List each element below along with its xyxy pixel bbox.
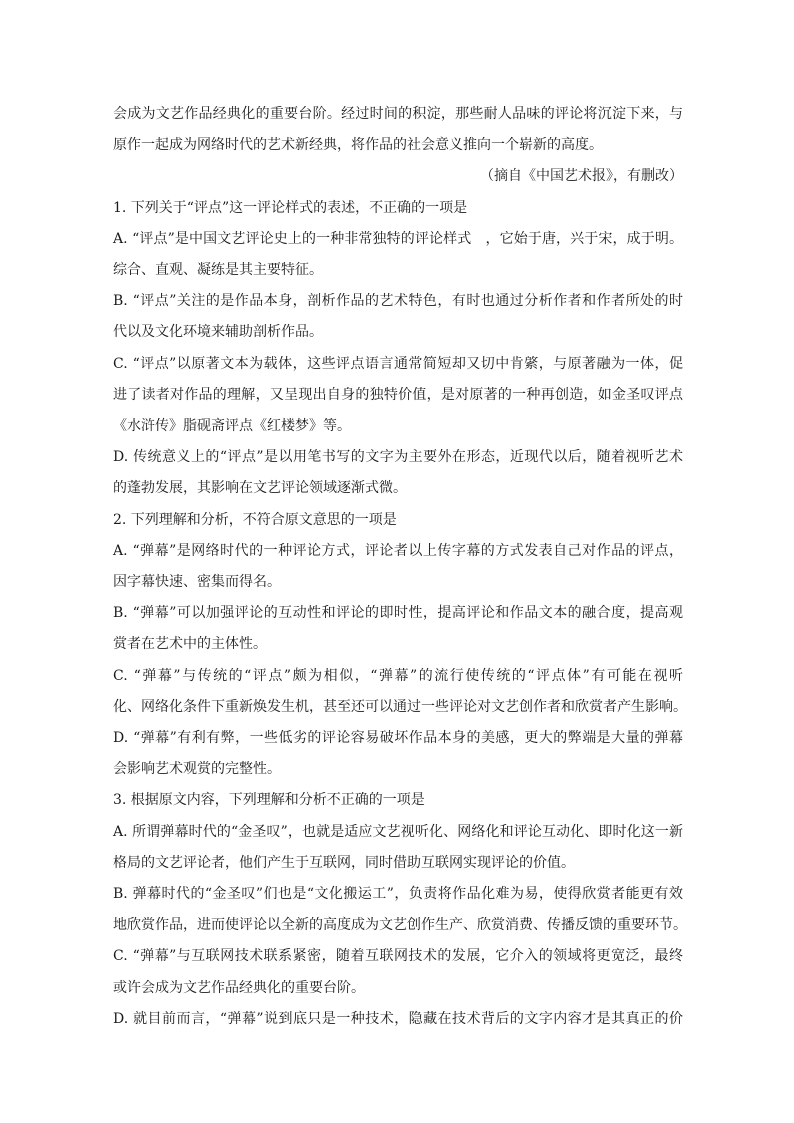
- option-text: 综合、直观、凝练是其主要特征。: [113, 262, 323, 278]
- option-text: 赏者在艺术中的主体性。: [113, 636, 267, 652]
- option-text: 或许会成为文艺作品经典化的重要台阶。: [113, 980, 365, 996]
- option-text: 的蓬勃发展，其影响在文艺评论领域逐渐式微。: [113, 480, 407, 496]
- option-text: 会影响艺术观赏的完整性。: [113, 761, 281, 777]
- option-text: C. “评点”以原著文本为载体，这些评点语言通常简短却又切中肯綮，与原著融为一体，促: [113, 356, 683, 372]
- option-text: D. 就目前而言，“弹幕”说到底只是一种技术，隐藏在技术背后的文字内容才是其真正的价: [113, 1011, 683, 1027]
- option-text: 化、网络化条件下重新焕发生机，甚至还可以通过一些评论对文艺创作者和欣赏者产生影响。: [113, 699, 687, 715]
- text-line: 会成为文艺作品经典化的重要台阶。经过时间的积淀，那些耐人品味的评论将沉淀下来，与: [113, 106, 683, 122]
- option-text: 格局的文艺评论者，他们产生于互联网，同时借助互联网实现评论的价值。: [113, 855, 575, 871]
- option-text: D. 传统意义上的“评点”是以用笔书写的文字为主要外在形态，近现代以后，随着视听艺术: [113, 449, 683, 465]
- option-text: D. “弹幕”有利有弊，一些低劣的评论容易破坏作品本身的美感，更大的弊端是大量的弹幕: [113, 730, 683, 746]
- option-text: 代以及文化环境来辅助剖析作品。: [113, 324, 323, 340]
- text-line: 原作一起成为网络时代的艺术新经典，将作品的社会意义推向一个崭新的高度。: [113, 137, 603, 153]
- option-text: A. “评点”是中国文艺评论史上的一种非常独特的评论样式 ，它始于唐，兴于宋，成于明。: [113, 231, 683, 247]
- question-3-stem: 3. 根据原文内容，下列理解和分析不正确的一项是: [113, 792, 425, 808]
- question-1-stem: 1. 下列关于“评点”这一评论样式的表述，不正确的一项是: [113, 200, 468, 216]
- option-text: A. “弹幕”是网络时代的一种评论方式，评论者以上传字幕的方式发表自己对作品的评点，: [113, 543, 683, 559]
- question-2-stem: 2. 下列理解和分析，不符合原文意思的一项是: [113, 512, 397, 528]
- option-text: 进了读者对作品的理解，又呈现出自身的独特价值，是对原著的一种再创造，如金圣叹评点: [113, 387, 683, 403]
- option-text: C. “弹幕”与传统的“评点”颇为相似，“弹幕”的流行使传统的“评点体”有可能在视听: [113, 668, 683, 684]
- option-text: B. 弹幕时代的“金圣叹”们也是“文化搬运工”，负责将作品化难为易，使得欣赏者能更有效: [113, 886, 683, 902]
- option-text: 地欣赏作品，进而使评论以全新的高度成为文艺创作生产、欣赏消费、传播反馈的重要环节。: [113, 917, 687, 933]
- option-text: 《水浒传》脂砚斋评点《红楼梦》等。: [113, 418, 351, 434]
- option-text: B. “弹幕”可以加强评论的互动性和评论的即时性，提高评论和作品文本的融合度，提高观: [113, 605, 683, 621]
- source-citation: （摘自《中国艺术报》，有删改）: [480, 168, 683, 184]
- option-text: B. “评点”关注的是作品本身，剖析作品的艺术特色，有时也通过分析作者和作者所处的时: [113, 293, 683, 309]
- option-text: A. 所谓弹幕时代的“金圣叹”，也就是适应文艺视听化、网络化和评论互动化、即时化这一新: [113, 824, 683, 840]
- option-text: C. “弹幕”与互联网技术联系紧密，随着互联网技术的发展，它介入的领域将更宽泛，最终: [113, 948, 683, 964]
- option-text: 因字幕快速、密集而得名。: [113, 574, 281, 590]
